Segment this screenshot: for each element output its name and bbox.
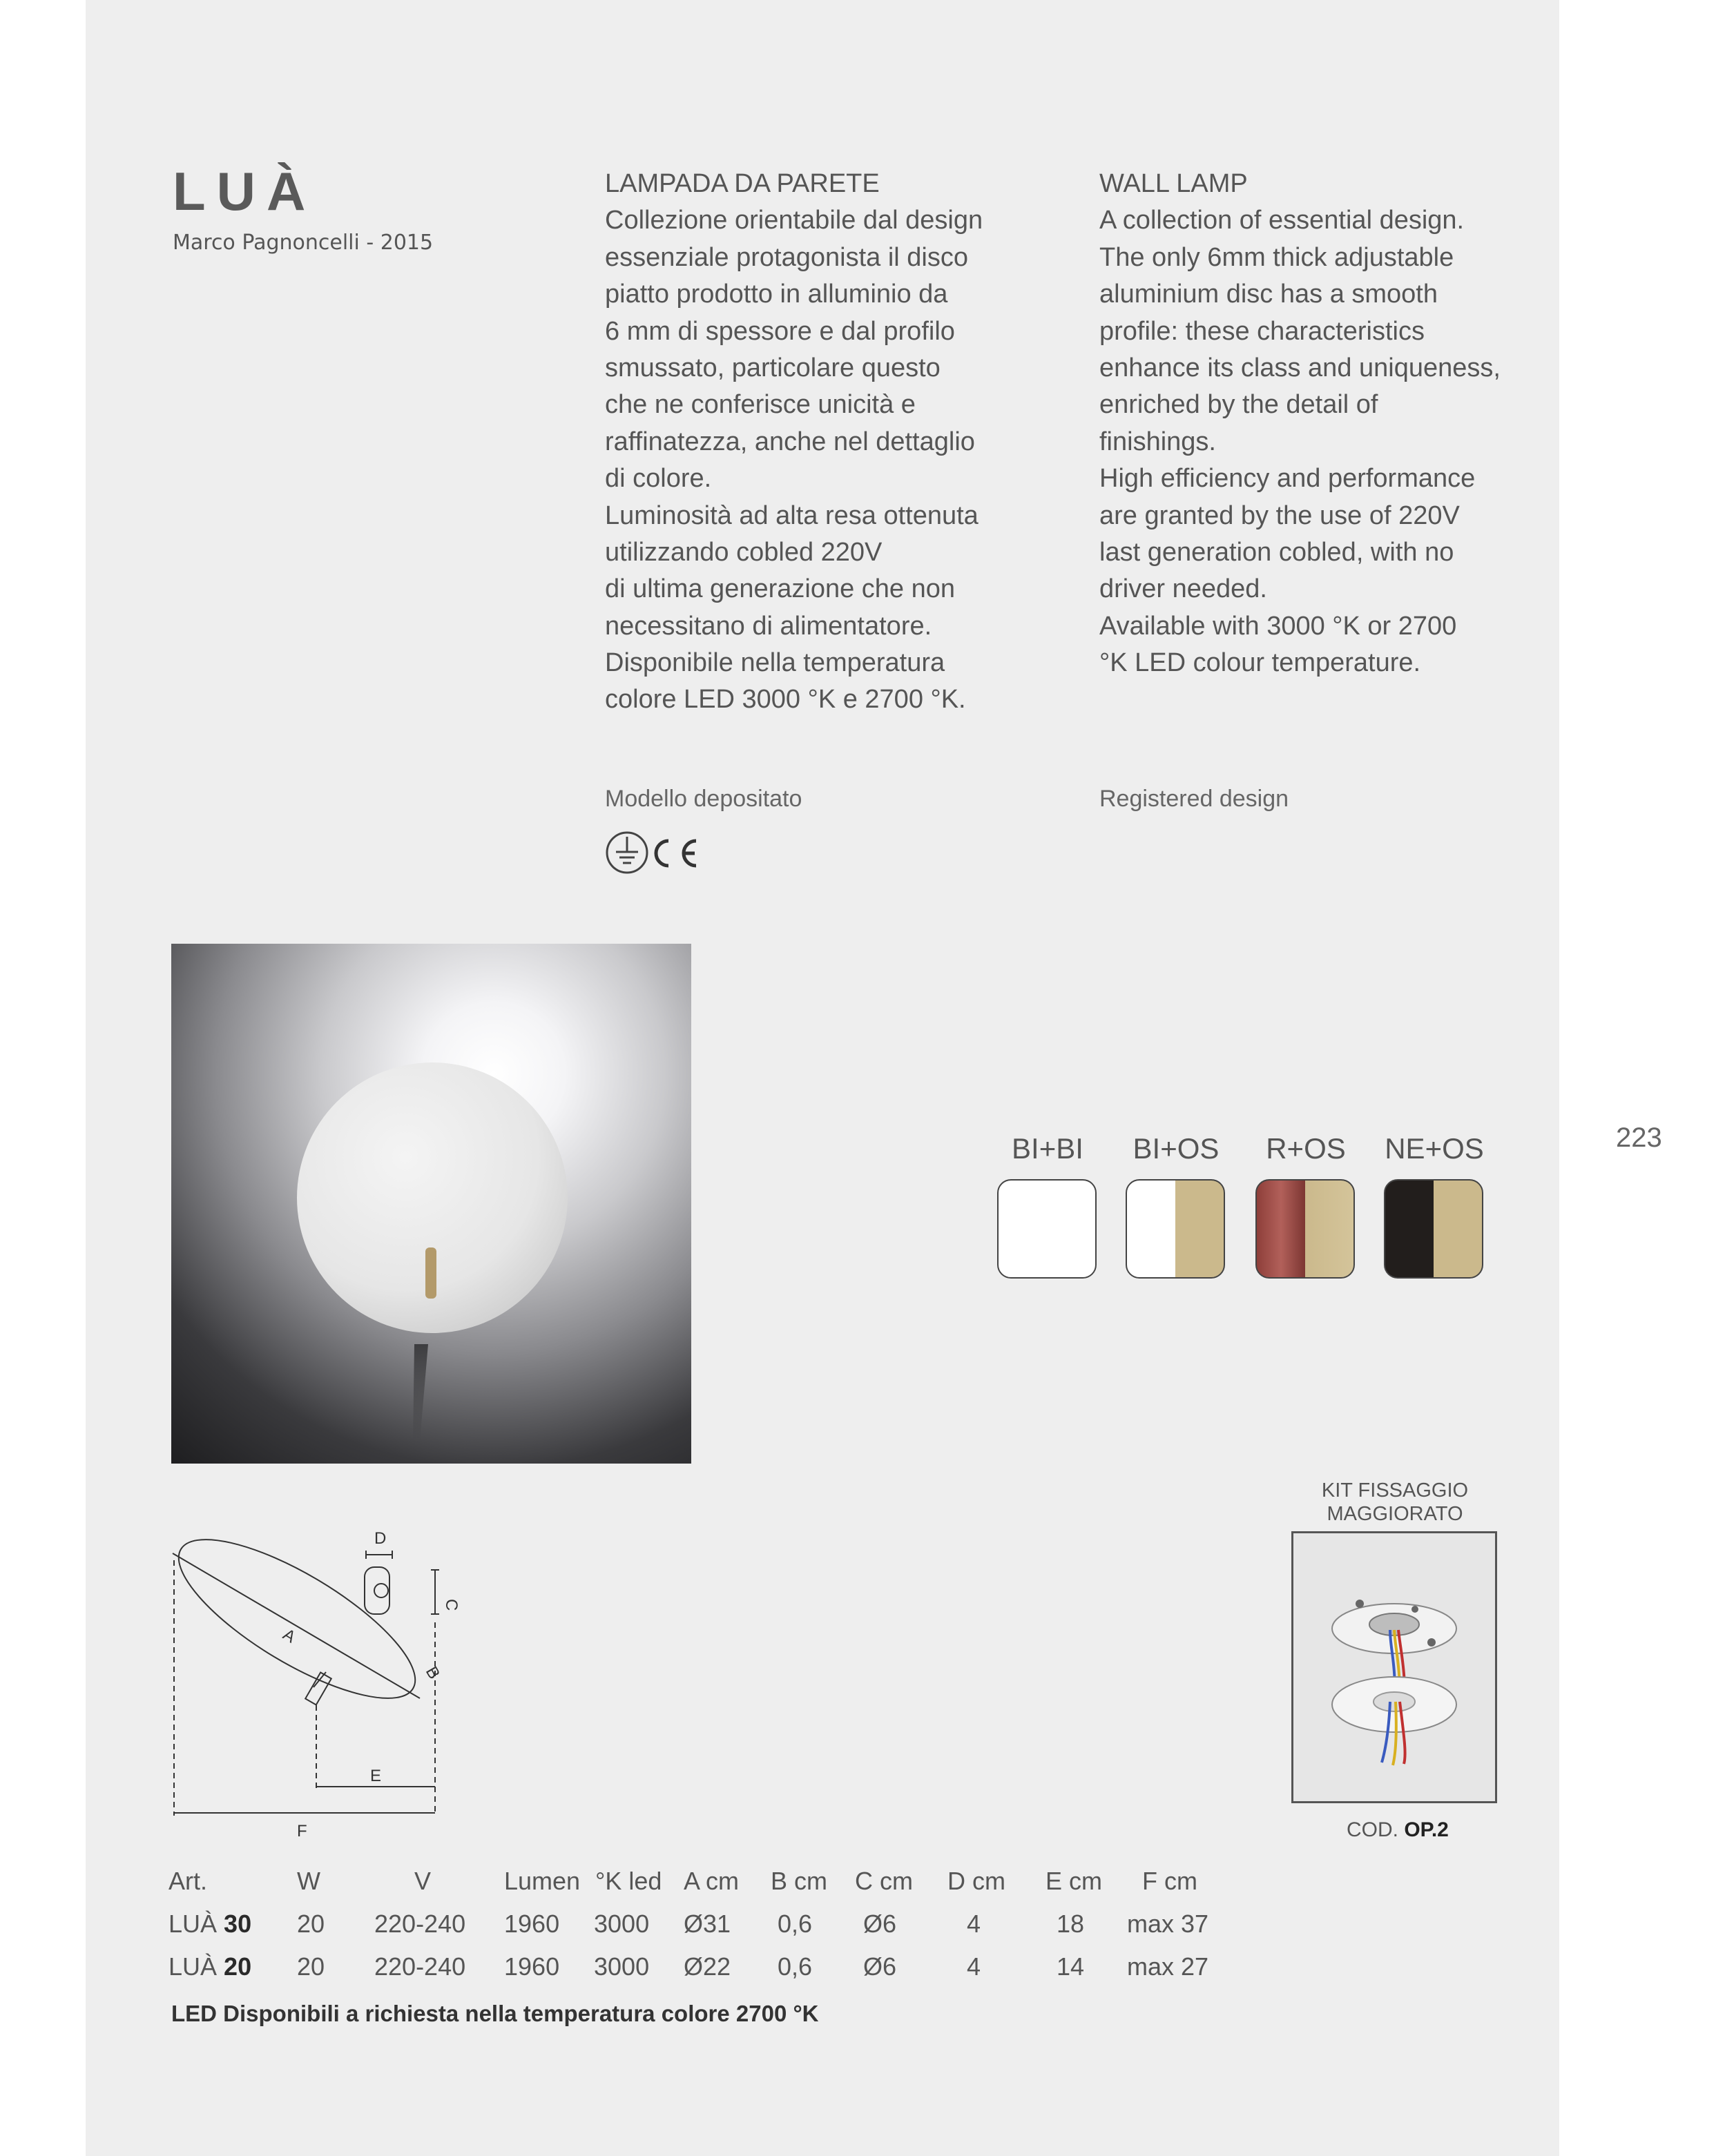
dimension-diagram <box>159 1519 518 1843</box>
table-cell: 220-240 <box>374 1952 466 1981</box>
english-line: are granted by the use of 220V <box>1099 501 1460 530</box>
kit-title <box>1298 1479 1492 1526</box>
table-cell: max 37 <box>1127 1910 1209 1938</box>
finish-swatch-ne-os[interactable] <box>1384 1179 1483 1279</box>
kit-title-line: MAGGIORATO <box>1327 1503 1463 1525</box>
table-cell: Ø31 <box>684 1910 731 1938</box>
table-cell: 18 <box>1057 1910 1085 1938</box>
ce-mark-icon <box>656 841 696 866</box>
art-size: 20 <box>224 1952 252 1981</box>
italian-line: utilizzando cobled 220V <box>605 537 883 567</box>
table-cell: 3000 <box>594 1952 650 1981</box>
italian-line: essenziale protagonista il disco <box>605 242 968 272</box>
italian-line: Disponibile nella temperatura <box>605 648 945 678</box>
finish-label: NE+OS <box>1385 1132 1484 1165</box>
italian-description <box>605 166 983 719</box>
kit-code-value: OP.2 <box>1404 1818 1449 1841</box>
registered-italian: Modello depositato <box>605 786 802 812</box>
table-cell: 0,6 <box>778 1952 813 1981</box>
table-cell: 20 <box>297 1952 325 1981</box>
english-line: enriched by the detail of <box>1099 390 1378 420</box>
table-cell: Ø6 <box>863 1952 897 1981</box>
diagram-label-f: F <box>297 1822 307 1841</box>
finish-swatch-bi-os[interactable] <box>1126 1179 1225 1279</box>
product-photo <box>171 944 691 1464</box>
english-line: driver needed. <box>1099 574 1267 604</box>
diagram-label-c: C <box>442 1599 461 1611</box>
registered-english: Registered design <box>1099 786 1289 812</box>
italian-line: che ne conferisce unicità e <box>605 390 916 420</box>
table-header: E cm <box>1045 1867 1103 1895</box>
designer-credit: Marco Pagnoncelli - 2015 <box>173 231 434 255</box>
italian-line: colore LED 3000 °K e 2700 °K. <box>605 685 966 715</box>
english-line: finishings. <box>1099 427 1216 456</box>
english-heading: WALL LAMP <box>1099 169 1248 198</box>
kit-code <box>1347 1818 1449 1842</box>
italian-line: 6 mm di spessore e dal profilo <box>605 316 955 346</box>
english-line: Available with 3000 °K or 2700 <box>1099 611 1457 641</box>
art-prefix: LUÀ <box>168 1952 218 1981</box>
certification-icons <box>605 828 702 877</box>
table-cell: Ø22 <box>684 1952 731 1981</box>
italian-line: piatto prodotto in alluminio da <box>605 280 948 309</box>
table-header: Lumen <box>504 1867 581 1895</box>
table-cell: 4 <box>967 1910 981 1938</box>
table-cell: 14 <box>1057 1952 1085 1981</box>
table-header: A cm <box>684 1867 740 1895</box>
english-line: aluminium disc has a smooth <box>1099 280 1438 309</box>
finish-label: R+OS <box>1266 1132 1346 1165</box>
italian-line: di colore. <box>605 464 712 494</box>
italian-line: Collezione orientabile dal design <box>605 206 983 235</box>
diagram-label-a: A <box>279 1624 299 1647</box>
kit-title-line: KIT FISSAGGIO <box>1321 1479 1469 1502</box>
table-cell-art <box>168 1952 251 1981</box>
art-prefix: LUÀ <box>168 1910 218 1938</box>
lamp-stem <box>425 1247 436 1299</box>
finish-label: BI+BI <box>1012 1132 1083 1165</box>
table-header: °K led <box>595 1867 662 1895</box>
italian-line: smussato, particolare questo <box>605 353 941 382</box>
english-line: last generation cobled, with no <box>1099 537 1454 567</box>
lamp-shadow <box>413 1344 428 1441</box>
table-cell: 3000 <box>594 1910 650 1938</box>
english-description <box>1099 166 1501 681</box>
table-header: W <box>297 1867 320 1895</box>
table-cell: 1960 <box>504 1910 560 1938</box>
table-header: Art. <box>168 1867 208 1895</box>
table-cell: 4 <box>967 1952 981 1981</box>
finish-swatch-r-os[interactable] <box>1255 1179 1355 1279</box>
table-cell-art <box>168 1910 251 1939</box>
italian-line: di ultima generazione che non <box>605 574 956 604</box>
table-cell: max 27 <box>1127 1952 1209 1981</box>
table-header: B cm <box>771 1867 828 1895</box>
table-cell: 0,6 <box>778 1910 813 1938</box>
finish-swatch-bi-bi[interactable] <box>997 1179 1097 1279</box>
ground-symbol-icon <box>607 833 647 873</box>
english-line: profile: these characteristics <box>1099 316 1425 346</box>
italian-line: Luminosità ad alta resa ottenuta <box>605 501 979 530</box>
english-line: High efficiency and performance <box>1099 464 1476 494</box>
table-cell: 20 <box>297 1910 325 1938</box>
finish-label: BI+OS <box>1133 1132 1220 1165</box>
product-title: LUÀ <box>173 161 317 222</box>
table-header: F cm <box>1142 1867 1197 1895</box>
italian-line: raffinatezza, anche nel dettaglio <box>605 427 975 456</box>
diagram-label-d: D <box>374 1529 387 1548</box>
table-header: C cm <box>855 1867 913 1895</box>
table-cell: 220-240 <box>374 1910 466 1938</box>
english-line: The only 6mm thick adjustable <box>1099 242 1454 272</box>
italian-line: necessitano di alimentatore. <box>605 611 932 641</box>
table-cell: Ø6 <box>863 1910 897 1938</box>
diagram-label-b: B <box>421 1663 444 1682</box>
table-header: V <box>414 1867 432 1895</box>
diagram-label-e: E <box>370 1767 382 1785</box>
italian-heading: LAMPADA DA PARETE <box>605 169 880 198</box>
english-line: °K LED colour temperature. <box>1099 648 1421 678</box>
led-footnote: LED Disponibili a richiesta nella temperatura colore 2700 °K <box>171 2001 819 2026</box>
page-number: 223 <box>1616 1123 1662 1153</box>
table-cell: 1960 <box>504 1952 560 1981</box>
art-size: 30 <box>224 1910 252 1938</box>
table-header: D cm <box>947 1867 1005 1895</box>
kit-code-label: COD. <box>1347 1818 1398 1841</box>
kit-image <box>1291 1531 1497 1803</box>
english-line: enhance its class and uniqueness, <box>1099 353 1501 382</box>
english-line: A collection of essential design. <box>1099 206 1465 235</box>
